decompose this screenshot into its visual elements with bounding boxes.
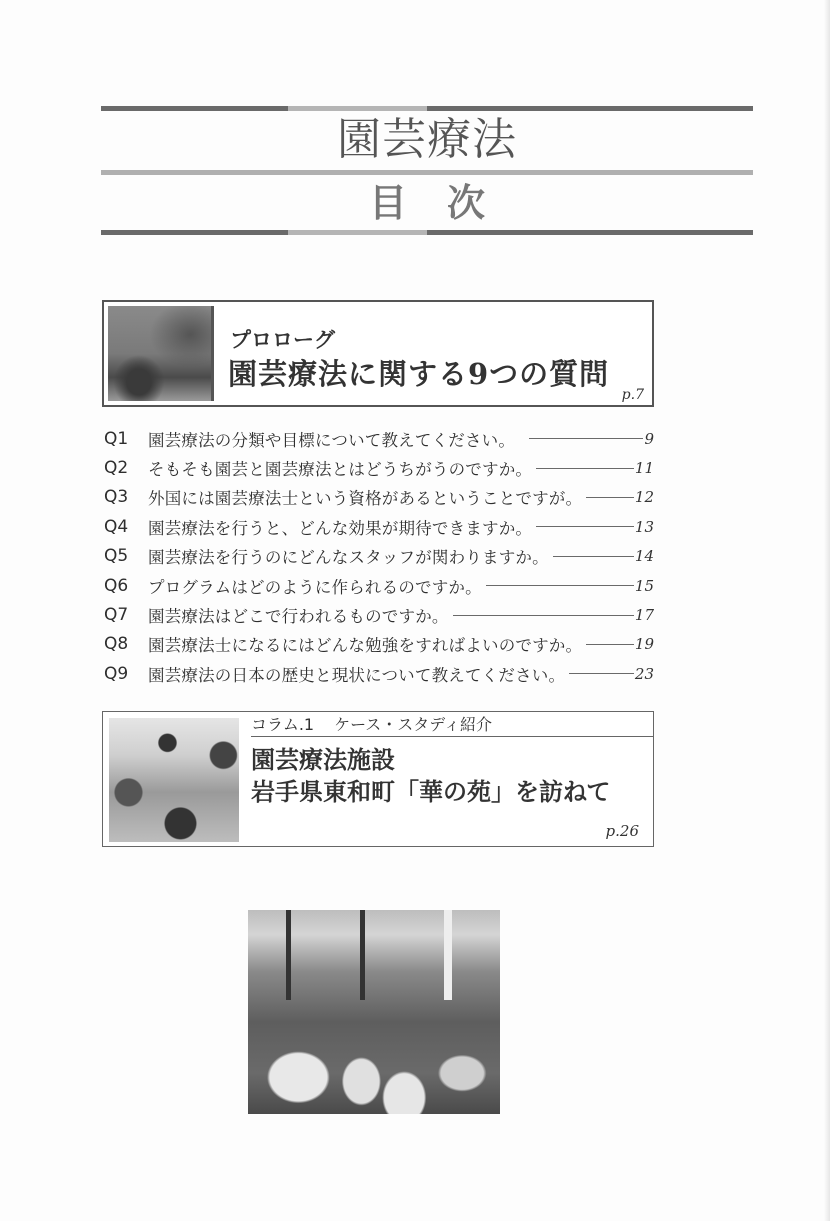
question-number: Q8 [104, 634, 129, 655]
leader-line [553, 556, 634, 557]
toc-entry-q1[interactable] [104, 424, 654, 453]
column-page-number: p.26 [605, 822, 639, 840]
leader-line [453, 615, 634, 616]
leader-line [486, 585, 634, 586]
question-text: 園芸療法はどこで行われるものですか。 [148, 607, 449, 627]
question-text: 園芸療法の日本の歴史と現状について教えてください。 [148, 665, 566, 685]
page-number: 11 [634, 459, 654, 478]
leader-line [586, 497, 634, 498]
question-text: 園芸療法士になるにはどんな勉強をすればよいのですか。 [148, 636, 583, 656]
question-list [104, 424, 654, 689]
toc-title: 目次 [368, 181, 525, 225]
question-text: 園芸療法を行うと、どんな効果が期待できますか。 [148, 518, 533, 538]
prologue-photo [108, 306, 214, 401]
book-title: 園芸療法 [337, 114, 517, 165]
leader-line [536, 526, 634, 527]
question-number: Q4 [104, 516, 129, 537]
page-number: 15 [634, 576, 654, 595]
leader-line [569, 673, 634, 674]
question-text: 外国には園芸療法士という資格があるということですが。 [148, 489, 583, 509]
page-number: 9 [644, 429, 654, 448]
toc-entry-q4[interactable] [104, 512, 654, 541]
question-number: Q5 [104, 546, 129, 567]
prologue-label: プロローグ [230, 327, 335, 352]
page-number: 17 [634, 606, 654, 625]
leader-line [529, 438, 643, 439]
column-section[interactable] [102, 711, 654, 847]
page-number: 13 [634, 517, 654, 536]
question-text: プログラムはどのように作られるのですか。 [148, 577, 482, 597]
toc-entry-q7[interactable] [104, 600, 654, 629]
question-number: Q3 [104, 487, 129, 508]
question-number: Q2 [104, 458, 129, 479]
header-rule-bottom [101, 230, 753, 235]
header-rule-middle [101, 170, 753, 175]
photo-detail [444, 910, 452, 1000]
toc-entry-q5[interactable] [104, 542, 654, 571]
workshop-photo [109, 718, 239, 842]
page-number: 23 [634, 664, 654, 683]
column-number: コラム.1 [251, 715, 315, 734]
leader-line [586, 644, 634, 645]
prologue-page-number: p.7 [621, 387, 644, 403]
question-number: Q1 [104, 428, 129, 449]
prologue-section[interactable] [102, 300, 654, 407]
question-text: 園芸療法を行うのにどんなスタッフが関わりますか。 [148, 548, 549, 568]
toc-entry-q8[interactable] [104, 630, 654, 659]
prologue-heading: 園芸療法に関する9つの質問 [228, 357, 610, 391]
leader-line [536, 468, 634, 469]
page-number: 12 [634, 488, 654, 507]
question-number: Q7 [104, 605, 129, 626]
toc-entry-q2[interactable] [104, 453, 654, 482]
column-kicker [251, 714, 653, 737]
photo-detail [286, 910, 291, 1000]
header-rule-top [101, 106, 753, 111]
page-number: 19 [634, 635, 654, 654]
column-title-line2: 岩手県東和町「華の苑」を訪ねて [251, 777, 611, 806]
question-text: 園芸療法の分類や目標について教えてください。 [148, 430, 516, 450]
page-number: 14 [634, 547, 654, 566]
page-edge-shadow [824, 0, 830, 1221]
question-number: Q9 [104, 663, 129, 684]
photo-detail [360, 910, 365, 1000]
toc-entry-q3[interactable] [104, 483, 654, 512]
column-kicker-text: ケース・スタディ紹介 [334, 715, 493, 734]
greenhouse-photo [248, 910, 500, 1114]
column-title-line1: 園芸療法施設 [251, 745, 395, 774]
question-number: Q6 [104, 575, 129, 596]
toc-entry-q6[interactable] [104, 571, 654, 600]
toc-entry-q9[interactable] [104, 659, 654, 688]
question-text: そもそも園芸と園芸療法とはどうちがうのですか。 [148, 460, 533, 480]
